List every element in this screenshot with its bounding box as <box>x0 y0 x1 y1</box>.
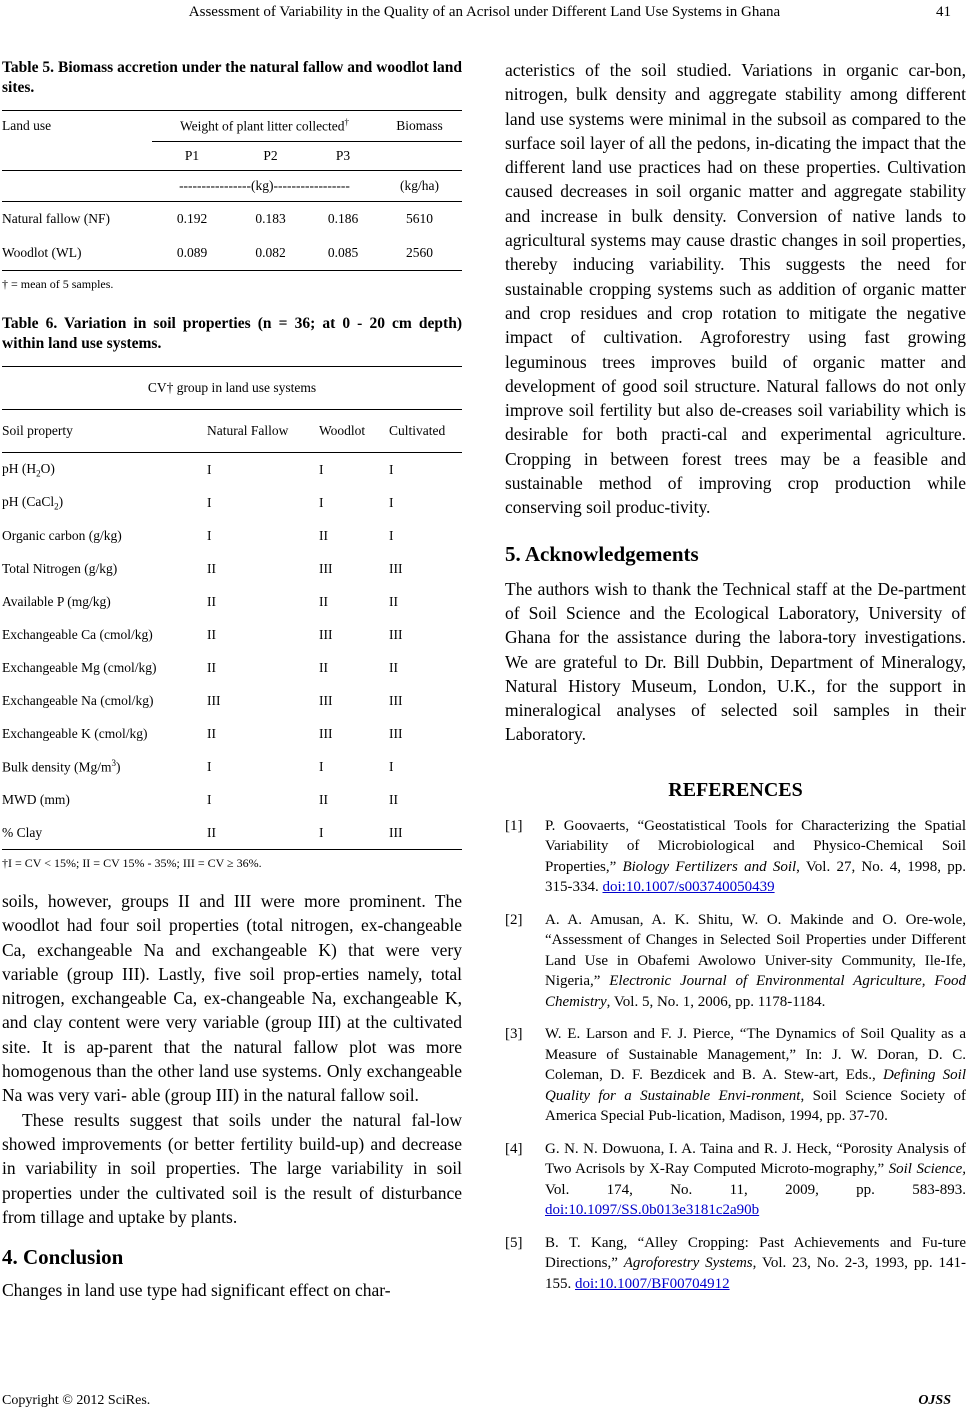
references-heading: REFERENCES <box>668 778 803 801</box>
reference-text <box>545 910 966 1013</box>
table5 <box>2 110 462 292</box>
reference-journal: Defining Soil Quality for a Sustainable Envi-ronment <box>545 1067 967 1104</box>
table5-cell-biomass: 2560 <box>406 245 433 260</box>
table6-cell-property: Exchangeable Na (cmol/kg) <box>2 692 154 708</box>
right-column <box>505 58 966 1306</box>
reference-text <box>545 1024 966 1127</box>
reference-authors-title: A. A. Amusan, A. K. Shitu, W. O. Makinde and O. Ore-wole, “Assessment of Changes in Selected Soil Properties under Different Land Use in Obafemi Awolowo Univer-sity Community, Ile-Ife, Nigeria,” <box>545 911 966 990</box>
reference-journal: Agroforestry Systems <box>623 1255 753 1272</box>
table6-cell-natural-fallow: II <box>207 626 216 642</box>
table6-header-woodlot: Woodlot <box>319 423 366 438</box>
table6-footnote: †I = CV < 15%; II = CV 15% - 35%; III = CV ≥ 36%. <box>2 856 262 870</box>
table-row <box>2 717 462 750</box>
table5-header-weight: Weight of plant litter collected† <box>179 117 350 134</box>
table6-cell-cultivated: III <box>389 725 403 741</box>
body-paragraph: soils, however, groups II and III were more prominent. The woodlot had four soil properties (total nitrogen, ex-changeable Ca, exchangeable Na and exchangeable K) that were very variable (group III). Lastly, five soil prop-erties namely, total nitrogen, exchangeable Ca, ex-changeable Na, exchangeable K, and clay content were very variable (group III) at the cultivated site. It is ap-parent that the natural fallow plot was more homogenous than the other land use systems. Only exchangeable Na was very vari- able (group III) in the natural fallow soil. <box>2 891 462 1106</box>
reference-number: [2] <box>505 911 523 928</box>
table6-header-property: Soil property <box>2 423 73 438</box>
reference-number: [3] <box>505 1026 523 1043</box>
table5-cell-p1: 0.192 <box>176 211 208 226</box>
running-title: Assessment of Variability in the Quality of an Acrisol under Different Land Use Systems in Ghana <box>188 4 781 20</box>
table5-subheader-row <box>2 142 462 170</box>
table6-cell-natural-fallow: II <box>207 593 216 609</box>
table6-cell-cultivated: I <box>389 758 394 774</box>
reference-doi-link[interactable]: doi:10.1007/BF00704912 <box>575 1275 730 1292</box>
table6-cell-property: Exchangeable Ca (cmol/kg) <box>2 626 153 642</box>
reference-item <box>505 1024 966 1127</box>
table6-cell-woodlot: I <box>319 824 324 840</box>
table6-group-title: CV† group in land use systems <box>147 380 317 395</box>
table6-cell-property: Organic carbon (g/kg) <box>2 527 122 543</box>
acknowledgements-heading: 5. Acknowledgements <box>505 541 699 566</box>
table-row <box>2 750 462 783</box>
table6-cell-cultivated: III <box>389 560 403 576</box>
table6-cell-cultivated: III <box>389 692 403 708</box>
table-row <box>2 552 462 585</box>
table5-footnote: † = mean of 5 samples. <box>2 277 114 291</box>
table6-cell-woodlot: II <box>319 791 328 807</box>
reference-doi-link[interactable]: doi:10.1097/SS.0b013e3181c2a90b <box>545 1202 760 1219</box>
table5-header-land-use: Land use <box>2 118 52 133</box>
table6-cell-cultivated: I <box>389 527 394 543</box>
table-row <box>2 486 462 519</box>
table6-cell-natural-fallow: II <box>207 659 216 675</box>
reference-details: Vol. 174, No. 11, 2009, pp. 583-893. <box>545 1181 966 1198</box>
table6-cell-natural-fallow: I <box>207 461 212 477</box>
reference-doi-link[interactable]: doi:10.1007/s003740050439 <box>602 879 775 896</box>
table5-unit-biomass: (kg/ha) <box>400 178 439 193</box>
table5-unit-weight: ----------------(kg)----------------- <box>179 178 350 193</box>
table6-cell-property: Available P (mg/kg) <box>2 593 111 609</box>
reference-journal: Soil Science, <box>888 1161 966 1178</box>
table5-header-row <box>2 111 462 141</box>
table5-cell-biomass: 5610 <box>406 211 433 226</box>
table6-cell-woodlot: III <box>319 560 333 576</box>
table6-cell-woodlot: III <box>319 725 333 741</box>
reference-text <box>545 1233 966 1295</box>
reference-journal: Biology Fertilizers and Soil <box>622 858 797 875</box>
table6-cell-cultivated: II <box>389 659 398 675</box>
table5-cell-p2: 0.183 <box>255 211 286 226</box>
table6-cell-woodlot: I <box>319 461 324 477</box>
table6 <box>2 366 462 871</box>
table6-cell-property: Exchangeable K (cmol/kg) <box>2 725 148 741</box>
table-row <box>2 651 462 684</box>
table6-cell-natural-fallow: III <box>207 692 221 708</box>
table-row <box>2 783 462 816</box>
table6-cell-cultivated: II <box>389 791 398 807</box>
table6-cell-cultivated: I <box>389 494 394 510</box>
table5-cell-p3: 0.186 <box>327 211 359 226</box>
conclusion-text-continued: acteristics of the soil studied. Variations in organic car-bon, nitrogen, bulk density and aggregate stability among different land use systems were minimal in the subsoil as compared to the surface soil layer of all the pedons, in-dicating the impact that the different land use practices had on these properties. Cultivation caused decreases in soil organic matter and aggregate stability and increase in bulk density. Conversion of native lands to agricultural systems may cause drastic changes in soil properties, thereby inducing variability. This suggests the need for sustainable cropping systems such as addition of organic matter and crop residues and crop rotation to mitigate the negative impact of cultivation. Agroforestry using fast growing leguminous trees improves build of organic matter and development of good soil structure. Natural fallows do not only improve soil fertility but also de-creases soil variability which is desirable for both practi-cal and experimental agriculture. Cropping in between forest trees may be a feasible and sustainable method of improving crop production while conserving soil produc-tivity. <box>505 60 966 518</box>
table-row <box>2 684 462 717</box>
table6-cell-property: Bulk density $(Mg/m^3)$ <box>2 757 121 775</box>
reference-number: [4] <box>505 1140 523 1157</box>
conclusion-heading: 4. Conclusion <box>2 1245 124 1270</box>
table6-cell-cultivated: III <box>389 824 403 840</box>
reference-details: , Vol. 5, No. 1, 2006, pp. 1178-1184. <box>606 993 826 1010</box>
reference-text <box>545 816 966 898</box>
table6-header-row <box>2 410 462 452</box>
reference-journal: Electronic Journal of Environmental Agriculture, Food Chemistry <box>545 973 966 1010</box>
copyright: Copyright © 2012 SciRes. <box>2 1393 151 1408</box>
table6-cell-property: MWD (mm) <box>2 791 70 807</box>
table-row <box>2 236 462 270</box>
reference-authors-title: P. Goovaerts, “Geostatistical Tools for Characterizing the Spatial Variability of Microbiological and Physico-Chemical Soil Properties,” <box>545 817 966 875</box>
reference-item <box>505 1233 966 1295</box>
reference-item <box>505 816 966 898</box>
table6-cell-natural-fallow: I <box>207 527 212 543</box>
reference-details: , Vol. 27, No. 4, 1998, pp. 315-334. <box>545 858 966 896</box>
table6-cell-natural-fallow: II <box>207 824 216 840</box>
table5-cell-p2: 0.082 <box>255 245 286 260</box>
table6-cell-woodlot: II <box>319 527 328 543</box>
table6-header-natural-fallow: Natural Fallow <box>207 423 289 438</box>
reference-item <box>505 1139 966 1221</box>
table6-cell-woodlot: I <box>319 758 324 774</box>
reference-list <box>505 816 966 1295</box>
table6-cell-woodlot: II <box>319 593 328 609</box>
table-row <box>2 816 462 849</box>
table-row <box>2 618 462 651</box>
reference-item <box>505 910 966 1013</box>
reference-details: , Vol. 23, No. 2-3, 1993, pp. 141-155. <box>545 1255 967 1292</box>
table5-cell-land-use: Woodlot (WL) <box>2 245 82 260</box>
table6-cell-woodlot: II <box>319 659 328 675</box>
table6-cell-natural-fallow: I <box>207 494 212 510</box>
table6-cell-natural-fallow: II <box>207 725 216 741</box>
table5-subheader-p3: P3 <box>335 148 351 163</box>
table5-cell-p3: 0.085 <box>327 245 359 260</box>
table-row <box>2 202 462 236</box>
acknowledgements-text: The authors wish to thank the Technical staff at the De-partment of Soil Science and the Ecological Laboratory, University of Ghana for the assistance during the labora-tory investigations. We are grateful to Dr. Bill Dubbin, Department of Mineralogy, Natural History Museum, London, U.K., for the support in mineralogical analyses of selected soil samples in their Laboratory. <box>505 578 966 745</box>
conclusion-text-start: Changes in land use type had significant effect on char- <box>2 1280 391 1301</box>
table6-cell-property: Total Nitrogen (g/kg) <box>2 560 118 576</box>
table6-header-cultivated: Cultivated <box>389 423 446 438</box>
reference-number: [5] <box>505 1234 523 1251</box>
table6-cell-property: % Clay <box>2 824 43 840</box>
page-number: 41 <box>936 4 951 20</box>
table5-caption: Table 5. Biomass accretion under the natural fallow and woodlot land sites. <box>2 59 462 96</box>
table5-subheader-p1: P1 <box>184 148 200 163</box>
table6-cell-property: Exchangeable Mg (cmol/kg) <box>2 659 157 675</box>
table6-caption: Table 6. Variation in soil properties (n = 36; at 0 - 20 cm depth) within land use systems. <box>2 315 462 352</box>
table5-subheader-p2: P2 <box>263 148 278 163</box>
reference-details: , Soil Science Society of America Special Pub-lication, Madison, 1994, pp. 37-70. <box>545 1087 967 1125</box>
table-row <box>2 453 462 486</box>
table5-unit-row <box>2 171 462 201</box>
table5-cell-land-use: Natural fallow (NF) <box>2 211 110 226</box>
table6-cell-cultivated: II <box>389 593 398 609</box>
table6-cell-property: pH (CaCl$_2$) <box>2 493 64 512</box>
reference-text <box>545 1139 966 1221</box>
table6-cell-woodlot: III <box>319 626 333 642</box>
journal-abbrev: OJSS <box>918 1393 951 1408</box>
table-row <box>2 585 462 618</box>
table6-cell-woodlot: III <box>319 692 333 708</box>
table6-cell-cultivated: I <box>389 461 394 477</box>
table6-cell-property: pH $(H_2O)$ <box>2 460 55 479</box>
table6-body <box>2 453 462 849</box>
table5-cell-p1: 0.089 <box>176 245 208 260</box>
reference-authors-title: B. T. Kang, “Alley Cropping: Past Achievements and Fu-ture Directions,” <box>545 1234 966 1272</box>
table5-header-biomass: Biomass <box>396 118 443 133</box>
reference-authors-title: G. N. N. Dowuona, I. A. Taina and R. J. Heck, “Porosity Analysis of Two Acrisols by X-Ray Computed Microto-mography,” <box>545 1140 966 1178</box>
body-paragraph: These results suggest that soils under the natural fal-low showed improvements (or better fertility build-up) and decrease in variability in soil properties. The large variability in soil properties under the cultivated soil is the result of disturbance from tillage and uptake by plants. <box>2 1109 462 1227</box>
table6-cell-woodlot: I <box>319 494 324 510</box>
reference-number: [1] <box>505 817 523 834</box>
table-row <box>2 519 462 552</box>
reference-authors-title: W. E. Larson and F. J. Pierce, “The Dynamics of Soil Quality as a Measure of Sustainable Management,” In: J. W. Doran, D. C. Coleman, D. F. Bezdicek and B. A. Stew-art, Eds., <box>545 1026 966 1084</box>
table6-cell-cultivated: III <box>389 626 403 642</box>
table6-cell-natural-fallow: I <box>207 758 212 774</box>
table6-cell-natural-fallow: II <box>207 560 216 576</box>
left-column <box>2 58 462 1302</box>
table6-cell-natural-fallow: I <box>207 791 212 807</box>
